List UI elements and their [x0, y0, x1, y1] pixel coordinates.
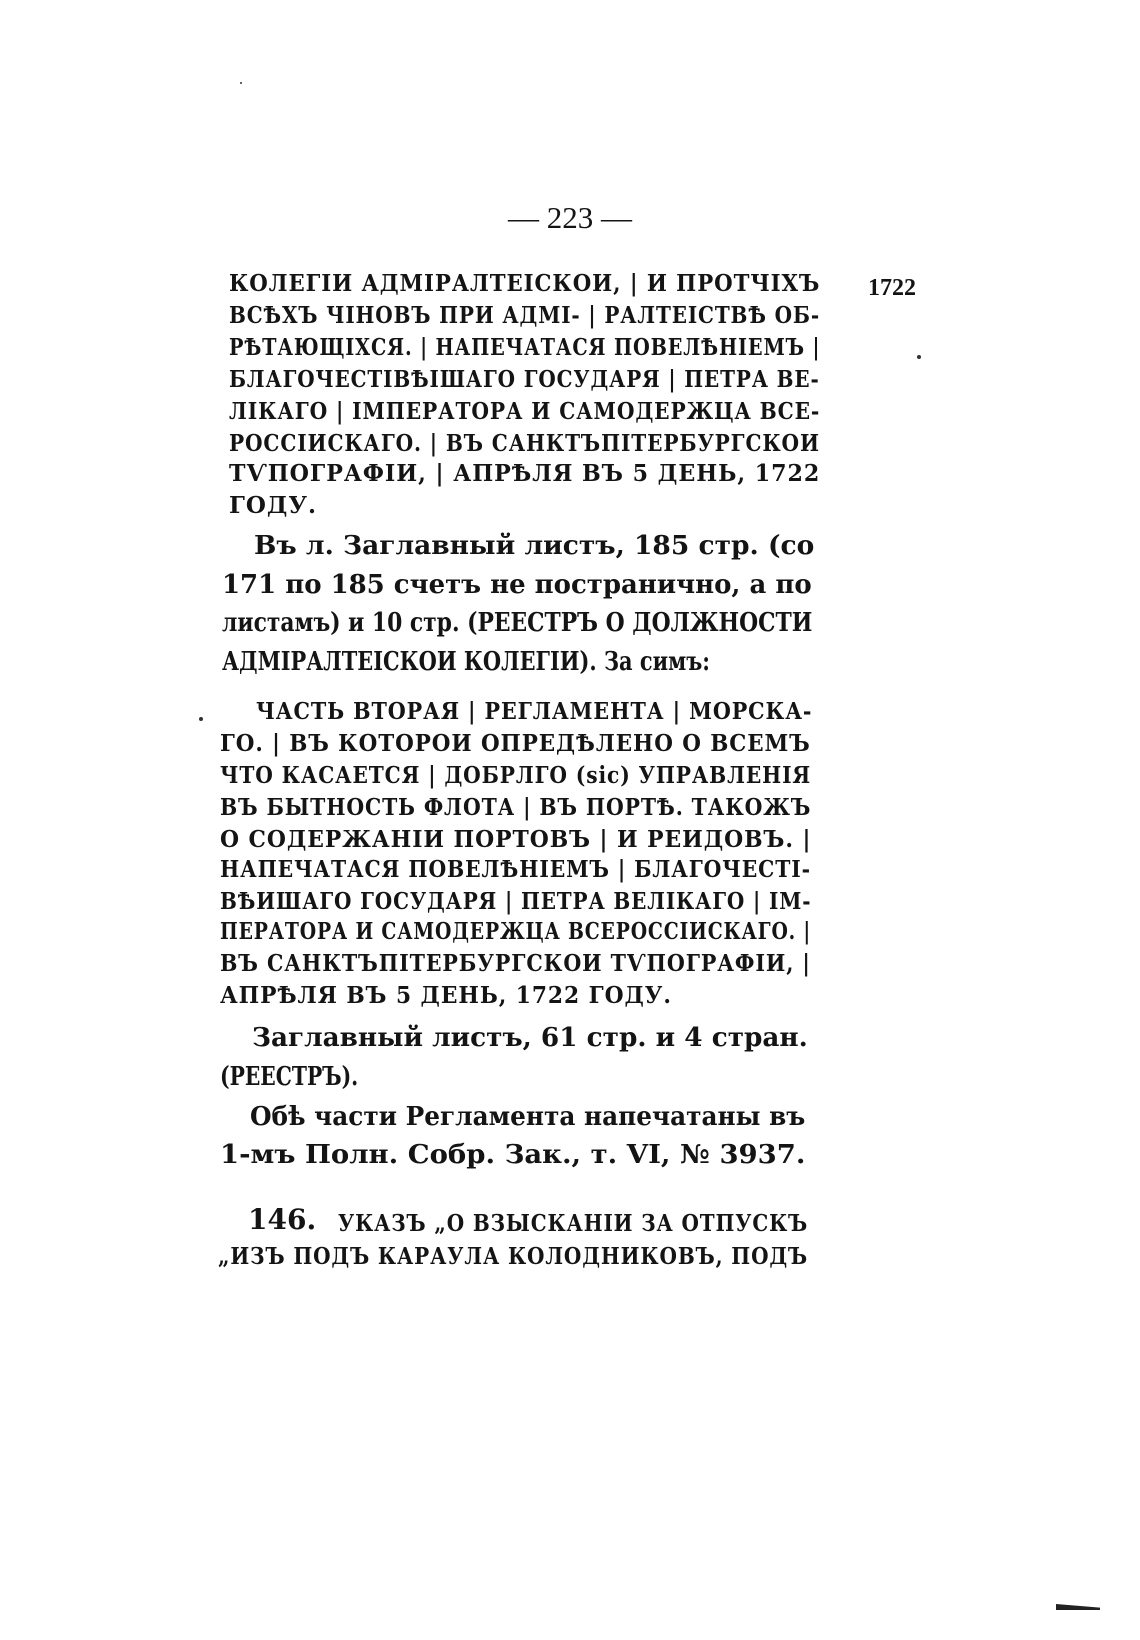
text-line: Заглавный листъ, 61 стр. и 4 стран. — [252, 1023, 808, 1053]
title-line: О СОДЕРЖАНІИ ПОРТОВЪ | И РЕИДОВЪ. | — [220, 826, 812, 853]
margin-year: 1722 — [868, 275, 916, 301]
text-line: Въ л. Заглавный листъ, 185 стр. (со — [254, 531, 815, 561]
entry-number: 146. — [248, 1203, 317, 1236]
title-line: БЛАГОЧЕСТІВѢІШАГО ГОСУДАРЯ | ПЕТРА ВЕ- — [229, 366, 820, 393]
text-line: 1-мъ Полн. Собр. Зак., т. VI, № 3937. — [220, 1140, 806, 1170]
text-line: (РЕЕСТРЪ). — [220, 1062, 359, 1092]
print-speck — [917, 355, 921, 359]
title-line: ЧАСТЬ ВТОРАЯ | РЕГЛАМЕНТА | МОРСКА- — [256, 698, 813, 725]
title-line: ГО. | ВЪ КОТОРОИ ОПРЕДѢЛЕНО О ВСЕМЪ — [220, 730, 811, 757]
title-line: ЧТО КАСАЕТСЯ | ДОБРЛГО (sic) УПРАВЛЕНІЯ — [220, 762, 812, 789]
text-line: Обѣ части Регламента напечатаны въ — [250, 1102, 806, 1132]
text-line: АДМІРАЛТЕІСКОИ КОЛЕГІИ). За симъ: — [222, 647, 710, 677]
print-speck — [240, 82, 242, 84]
title-line: ЛІКАГО | ІМПЕРАТОРА И САМОДЕРЖЦА ВСЕ- — [229, 398, 821, 425]
title-line: ВСѢХЪ ЧІНОВЪ ПРИ АДМІ- | РАЛТЕІСТВѢ ОБ- — [229, 302, 821, 329]
title-line: ВЪ БЫТНОСТЬ ФЛОТА | ВЪ ПОРТѢ. ТАКОЖЪ — [220, 794, 812, 821]
text-line: 171 по 185 счетъ не постранично, а по — [222, 570, 812, 600]
text-line: листамъ) и 10 стр. (РЕЕСТРЪ О ДОЛЖНОСТИ — [222, 608, 813, 638]
title-line: ВѢИШАГО ГОСУДАРЯ | ПЕТРА ВЕЛІКАГО | ІМ- — [220, 888, 812, 915]
title-line: РОССІИСКАГО. | ВЪ САНКТЪПІТЕРБУРГСКОИ — [229, 430, 820, 457]
title-line: ТѴПОГРАФІИ, | АПРѢЛЯ ВЪ 5 ДЕНЬ, 1722 — [229, 460, 821, 487]
title-line: ВЪ САНКТЪПІТЕРБУРГСКОИ ТѴПОГРАФІИ, | — [220, 950, 811, 977]
page-number: — 223 — — [508, 200, 632, 235]
entry-title-line: „ИЗЪ ПОДЪ КАРАУЛА КОЛОДНИКОВЪ, ПОДЪ — [218, 1243, 809, 1270]
title-line: КОЛЕГІИ АДМІРАЛТЕІСКОИ, | И ПРОТЧІХЪ — [229, 270, 821, 297]
title-line: РѢТАЮЩІХСЯ. | НАПЕЧАТАСЯ ПОВЕЛѢНІЕМЪ | — [229, 334, 821, 361]
title-line: АПРѢЛЯ ВЪ 5 ДЕНЬ, 1722 ГОДУ. — [220, 982, 672, 1009]
title-line: ПЕРАТОРА И САМОДЕРЖЦА ВСЕРОССІИСКАГО. | — [220, 918, 812, 945]
title-line: НАПЕЧАТАСЯ ПОВЕЛѢНІЕМЪ | БЛАГОЧЕСТІ- — [220, 856, 811, 883]
title-line: ГОДУ. — [229, 492, 318, 519]
page-corner-mark — [1056, 1604, 1100, 1610]
print-speck — [199, 717, 203, 721]
entry-title-line: УКАЗЪ „О ВЗЫСКАНІИ ЗА ОТПУСКЪ — [338, 1210, 809, 1237]
